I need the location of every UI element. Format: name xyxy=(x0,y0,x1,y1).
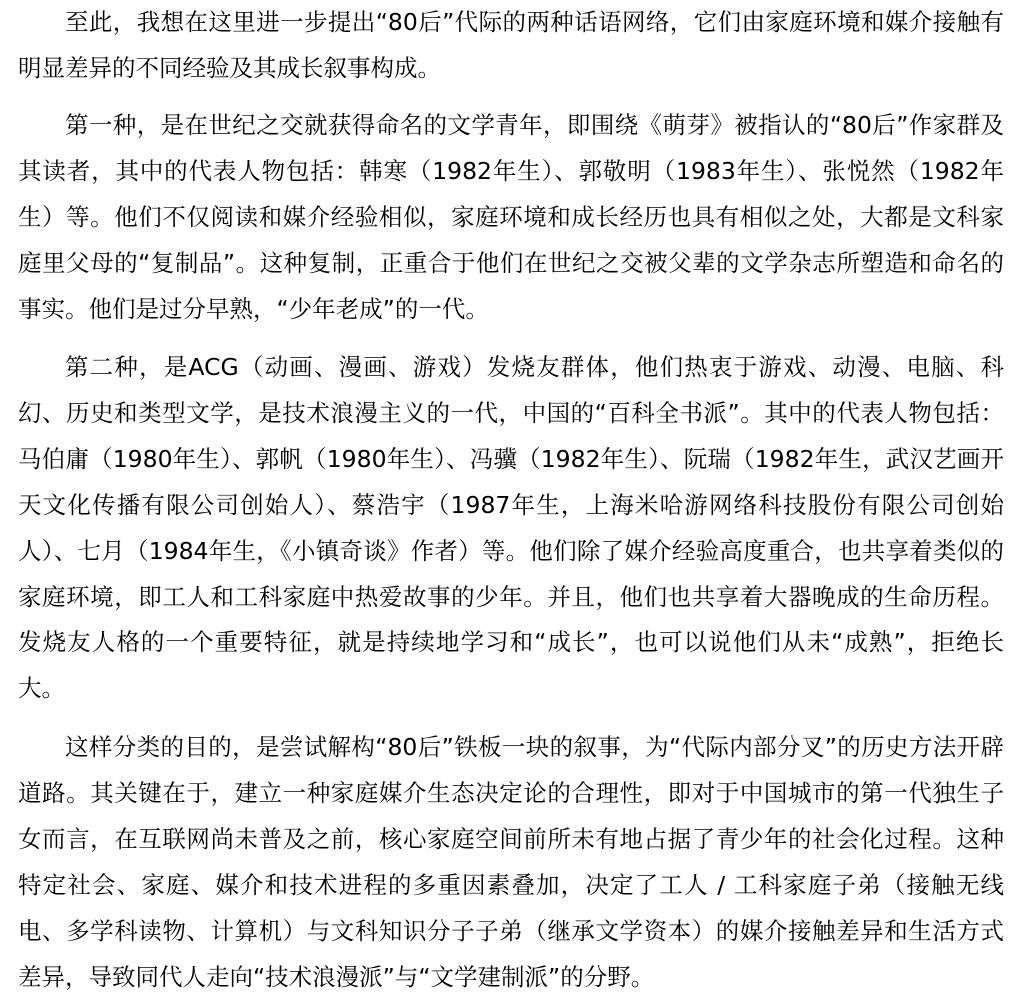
paragraph-first-type: 第一种，是在世纪之交就获得命名的文学青年，即围绕《萌芽》被指认的“80后”作家群及其读者，其中的代表人物包括：韩寒（1982年生）、郭敬明（1983年生）、张悦然（1982年生）等。他们不仅阅读和媒介经验相似，家庭环境和成长经历也具有相似之处，大都是文科家庭里父母的“复制品”。这种复制，正重合于他们在世纪之交被父辈的文学杂志所塑造和命名的事实。他们是过分早熟，“少年老成”的一代。 xyxy=(18,111,1004,323)
paragraph-classification-purpose: 这样分类的目的，是尝试解构“80后”铁板一块的叙事，为“代际内部分叉”的历史方法开辟道路。其关键在于，建立一种家庭媒介生态决定论的合理性，即对于中国城市的第一代独生子女而言，在互联网尚未普及之前，核心家庭空间前所未有地占据了青少年的社会化过程。这种特定社会、家庭、媒介和技术进程的多重因素叠加，决定了工人 / 工科家庭子弟（接触无线电、多学科读物、计算机）与文科知识分子子弟（继承文学资本）的媒介接触差异和生活方式差异，导致同代人走向“技术浪漫派”与“文学建制派”的分野。 xyxy=(18,733,1004,991)
paragraph-second-type: 第二种，是ACG（动画、漫画、游戏）发烧友群体，他们热衷于游戏、动漫、电脑、科幻、历史和类型文学，是技术浪漫主义的一代，中国的“百科全书派”。其中的代表人物包括：马伯庸（1980年生）、郭帆（1980年生）、冯骥（1982年生）、阮瑞（1982年生，武汉艺画开天文化传播有限公司创始人）、蔡浩宇（1987年生，上海米哈游网络科技股份有限公司创始人）、七月（1984年生，《小镇奇谈》作者）等。他们除了媒介经验高度重合，也共享着类似的家庭环境，即工人和工科家庭中热爱故事的少年。并且，他们也共享着大器晚成的生命历程。发烧友人格的一个重要特征，就是持续地学习和“成长”，也可以说他们从未“成熟”，拒绝长大。 xyxy=(18,353,1004,703)
paragraph-intro: 至此，我想在这里进一步提出“80后”代际的两种话语网络，它们由家庭环境和媒介接触有明显差异的不同经验及其成长叙事构成。 xyxy=(18,8,1004,82)
